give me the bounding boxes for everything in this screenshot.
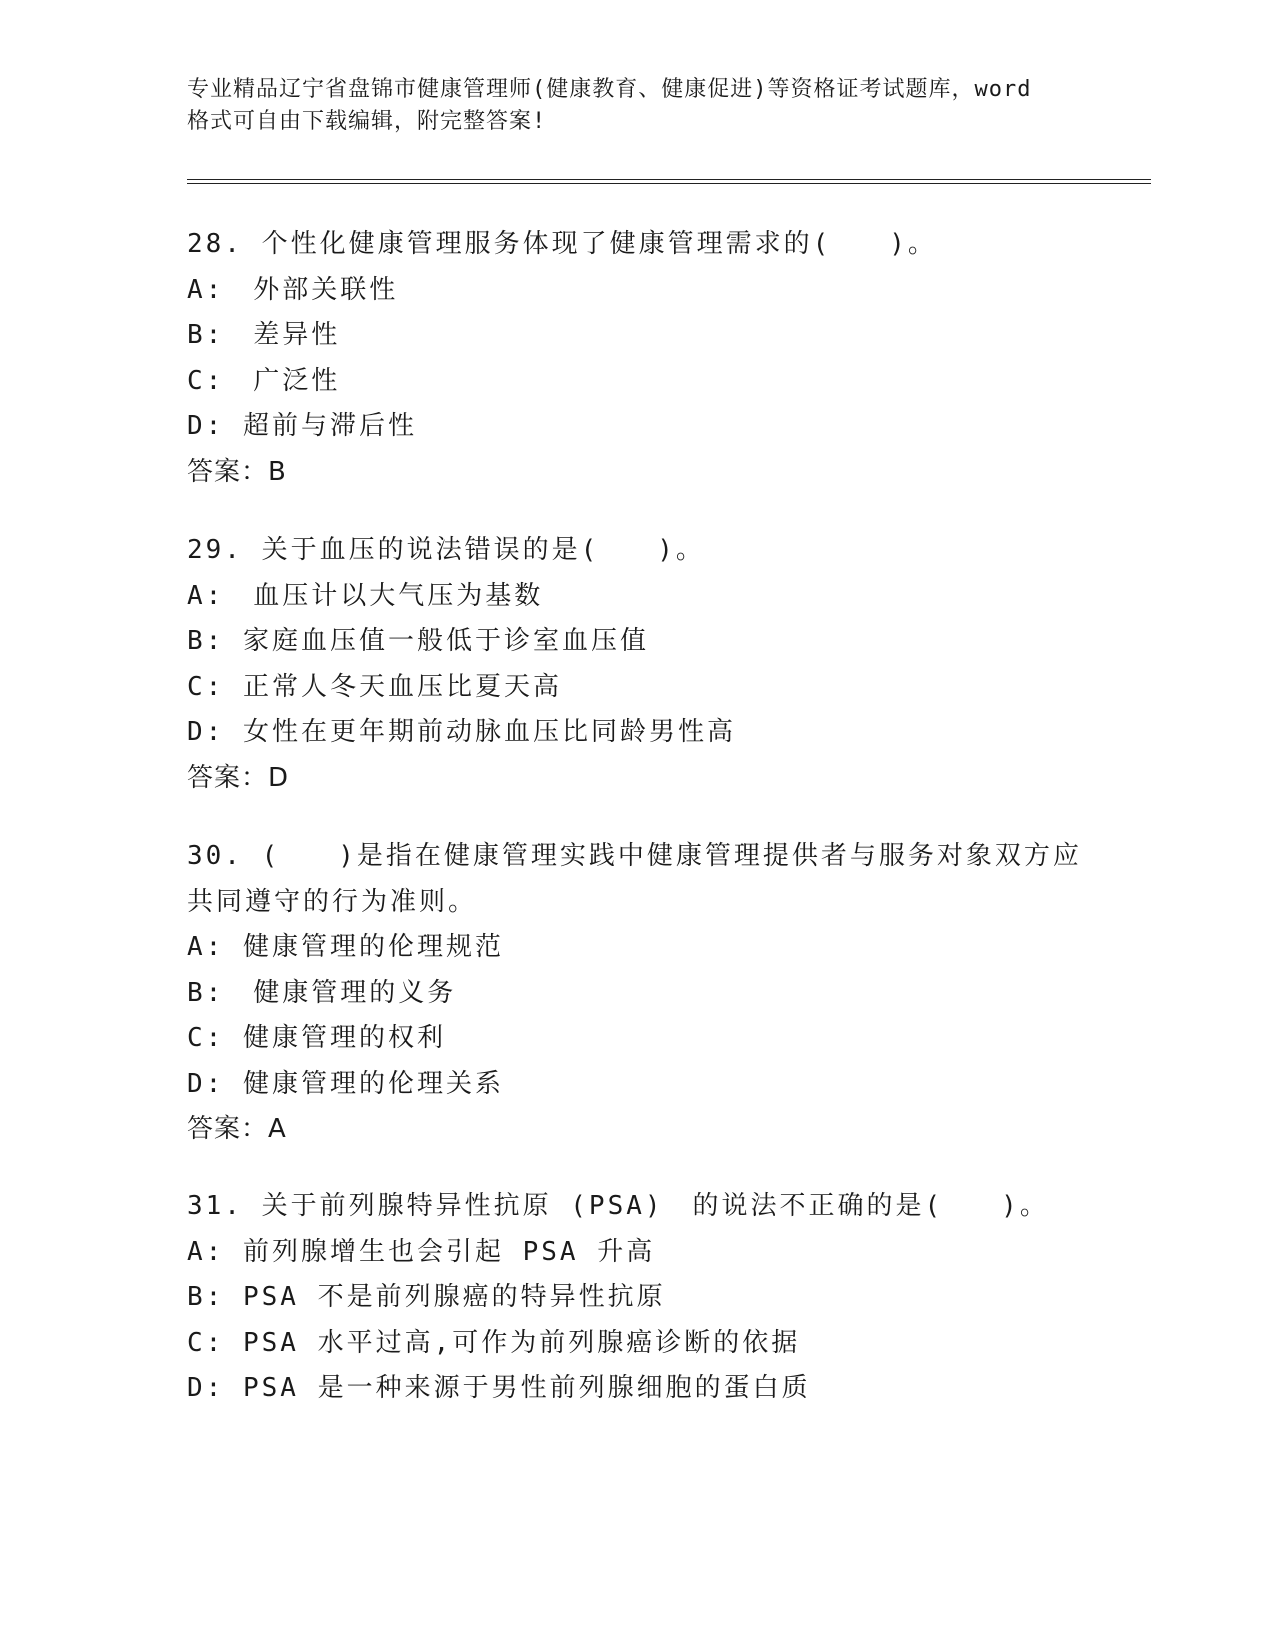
option-b: B: 家庭血压值一般低于诊室血压值 [187,626,649,656]
option-c: C: 广泛性 [187,365,341,396]
option-c: C: 正常人冬天血压比夏天高 [187,671,562,702]
answer-line: 答案：B [187,456,287,487]
question-stem: 29. 关于血压的说法错误的是( )。 [187,535,705,565]
question-31 [187,1184,1087,1412]
document-header [187,74,1087,138]
option-d: D: 女性在更年期前动脉血压比同龄男性高 [187,717,736,747]
option-b: B: 健康管理的义务 [187,977,457,1008]
question-stem-continued: 共同遵守的行为准则。 [187,886,478,917]
answer-line: 答案：D [187,762,290,793]
option-a: A: 血压计以大气压为基数 [187,580,544,611]
header-divider-bottom [187,183,1151,184]
answer-line: 答案：A [187,1114,287,1144]
option-d: D: 超前与滞后性 [187,411,417,441]
question-stem: 31. 关于前列腺特异性抗原 (PSA) 的说法不正确的是( )。 [187,1191,1049,1221]
header-line-1: 专业精品辽宁省盘锦市健康管理师(健康教育、健康促进)等资格证考试题库，word [187,77,1032,102]
question-stem: 28. 个性化健康管理服务体现了健康管理需求的( )。 [187,229,937,259]
header-divider-top [187,179,1151,180]
question-29 [187,528,1087,801]
option-b: B: 差异性 [187,320,341,350]
question-stem: 30. ( )是指在健康管理实践中健康管理提供者与服务对象双方应 [187,841,1082,871]
option-a: A: 前列腺增生也会引起 PSA 升高 [187,1236,656,1267]
question-30 [187,834,1087,1153]
header-line-2: 格式可自由下载编辑，附完整答案! [187,109,547,134]
option-d: D: 健康管理的伦理关系 [187,1068,504,1099]
question-28 [187,222,1087,495]
option-b: B: PSA 不是前列腺癌的特异性抗原 [187,1282,666,1312]
option-a: A: 健康管理的伦理规范 [187,932,504,962]
option-c: C: PSA 水平过高,可作为前列腺癌诊断的依据 [187,1327,801,1358]
option-d: D: PSA 是一种来源于男性前列腺细胞的蛋白质 [187,1373,811,1403]
option-c: C: 健康管理的权利 [187,1023,446,1053]
option-a: A: 外部关联性 [187,274,399,305]
